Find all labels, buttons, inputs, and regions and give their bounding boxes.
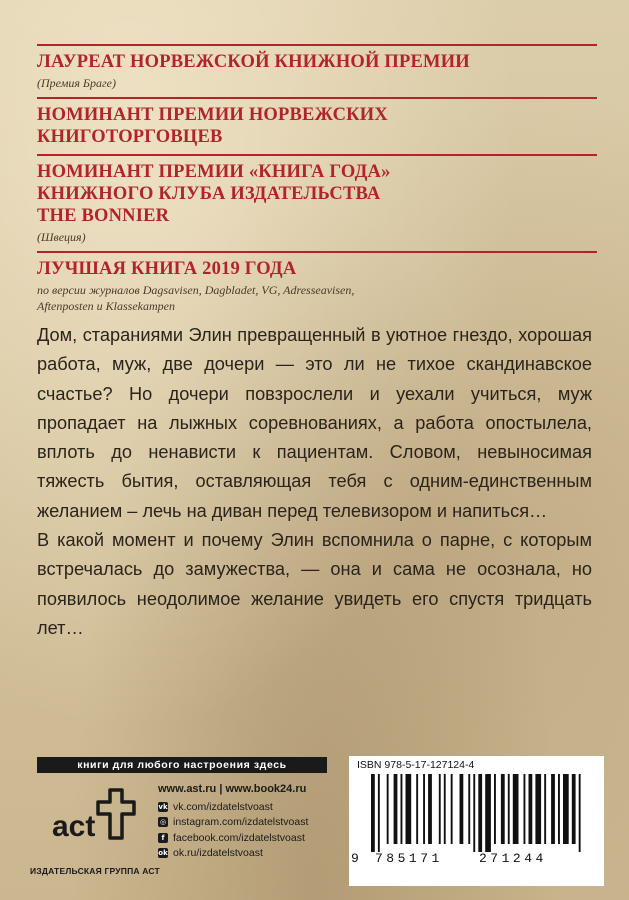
ast-logo [38, 788, 150, 862]
publisher-caption: ИЗДАТЕЛЬСКАЯ ГРУППА АСТ [30, 866, 160, 876]
award-title: НОМИНАНТ ПРЕМИИ НОРВЕЖСКИХ КНИГОТОРГОВЦЕВ [37, 105, 388, 147]
award-title: ЛАУРЕАТ НОРВЕЖСКОЙ КНИЖНОЙ ПРЕМИИ [37, 52, 470, 72]
social-link-facebook[interactable] [158, 830, 308, 846]
award-note: по версии журналов Dagsavisen, Dagbladet, VG, Adresseavisen, Aftenposten и Klassekampen [37, 283, 355, 313]
award-item [37, 99, 597, 156]
barcode-bar [501, 774, 505, 844]
barcode-bar [508, 774, 510, 844]
social-links [158, 799, 308, 861]
barcode-bar [423, 774, 425, 844]
awards-list [37, 44, 597, 320]
award-title: НОМИНАНТ ПРЕМИИ «КНИГА ГОДА» КНИЖНОГО КЛУБА ИЗДАТЕЛЬСТВА THE BONNIER [37, 162, 391, 226]
social-link-text: facebook.com/izdatelstvoast [173, 831, 305, 844]
barcode-bar [394, 774, 398, 844]
barcode-bar [451, 774, 453, 844]
barcode-bar [371, 774, 375, 852]
barcode-bar [524, 774, 526, 844]
award-item [37, 253, 597, 320]
barcode-bar [428, 774, 432, 844]
description-paragraph: В какой момент и почему Элин вспомнила о парне, с которым встречалась до замужества, — она и сама не осознала, но появилось неодолимое желание увидеть его спустя тридцать лет… [37, 530, 592, 638]
barcode-bar [401, 774, 403, 844]
award-note: (Премия Браге) [37, 76, 117, 90]
barcode-bar [572, 774, 576, 844]
description-paragraph: Дом, стараниями Элин превращенный в уютное гнездо, хорошая работа, муж, две дочери — это ли не тихое скандинавское счастье? Но дочери повзрослели и уехали учиться, муж пропадает на лыжных соревнованиях, а работа опостылела, вплоть до ненависти к пациентам. Словом, невыносимая тяжесть бытия, оставляющая тебя с одним-единственным желанием – лечь на диван перед телевизором и напиться… [37, 325, 592, 521]
barcode-bar [544, 774, 546, 844]
publisher-websites[interactable]: www.ast.ru | www.book24.ru [158, 783, 307, 795]
barcode-bar [416, 774, 418, 844]
barcode-bar [563, 774, 569, 844]
barcode-right-group: 271244 [479, 851, 547, 866]
barcode-bar [460, 774, 464, 844]
barcode-bar [468, 774, 470, 844]
barcode-left-group: 785171 [375, 851, 443, 866]
barcode-bar [558, 774, 560, 844]
barcode-bar [444, 774, 446, 844]
barcode-first-digit: 9 [351, 851, 359, 866]
barcode-bar [439, 774, 441, 844]
barcode-bar [494, 774, 496, 844]
barcode-bar [579, 774, 581, 852]
odnoklassniki-icon: ok [158, 849, 168, 858]
social-link-instagram[interactable] [158, 815, 308, 831]
logo-text: act [52, 810, 96, 843]
barcode-bar [378, 774, 380, 852]
barcode-bar [406, 774, 412, 844]
publisher-slogan: книги для любого настроения здесь [37, 757, 327, 773]
barcode-bar [387, 774, 389, 844]
award-item [37, 156, 597, 253]
social-link-odnoklassniki[interactable] [158, 846, 308, 862]
barcode [363, 774, 591, 854]
barcode-bar [478, 774, 482, 852]
social-link-vk[interactable] [158, 799, 308, 815]
barcode-bar [535, 774, 541, 844]
barcode-bar [485, 774, 491, 852]
isbn-barcode-block [349, 756, 604, 886]
social-link-text: instagram.com/izdatelstvoast [173, 816, 309, 829]
book-description [37, 321, 592, 643]
award-note: (Швеция) [37, 230, 86, 244]
barcode-bar [473, 774, 475, 852]
vk-icon: vk [158, 802, 168, 811]
barcode-bar [551, 774, 555, 844]
award-title: ЛУЧШАЯ КНИГА 2019 ГОДА [37, 259, 297, 279]
barcode-bar [513, 774, 519, 844]
award-item [37, 44, 597, 99]
isbn-label: ISBN 978-5-17-127124-4 [357, 759, 475, 771]
facebook-icon: f [158, 833, 168, 843]
barcode-bar [529, 774, 533, 844]
instagram-icon: ◎ [159, 818, 167, 827]
social-link-text: vk.com/izdatelstvoast [173, 800, 273, 813]
social-link-text: ok.ru/izdatelstvoast [173, 847, 263, 860]
